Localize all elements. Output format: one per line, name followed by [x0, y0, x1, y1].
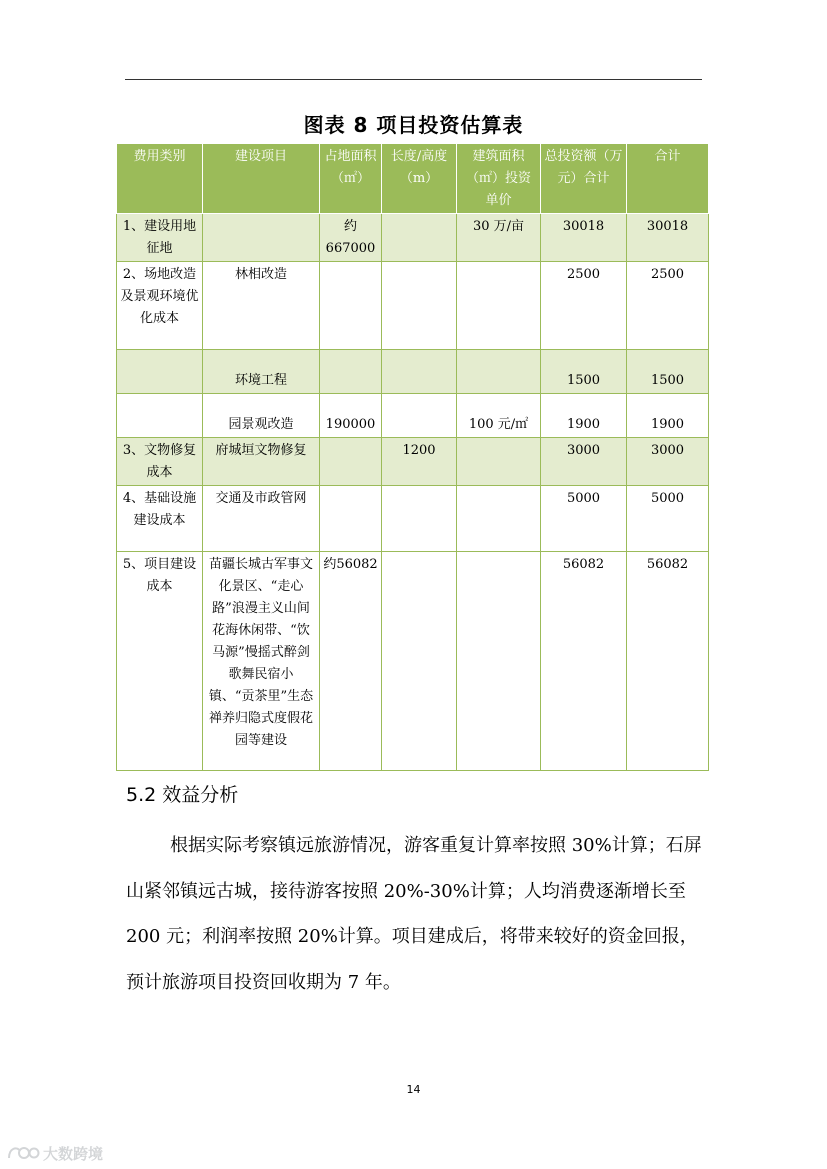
table-cell: [457, 438, 541, 486]
table-cell: [117, 350, 203, 394]
header-cell: 建设项目: [203, 144, 320, 214]
header-cell: 长度/高度（m）: [382, 144, 457, 214]
table-cell: 56082: [541, 552, 627, 771]
table-cell: 3000: [627, 438, 709, 486]
watermark: [6, 1140, 103, 1166]
table-row: [117, 394, 709, 438]
table-cell: 1900: [541, 394, 627, 438]
table-cell: 56082: [627, 552, 709, 771]
watermark-text: 大数跨境: [43, 1144, 104, 1163]
table-caption: 图表 8 项目投资估算表: [303, 113, 524, 137]
table-cell: 约667000: [320, 214, 382, 262]
table-cell: [382, 214, 457, 262]
table-row: [117, 552, 709, 771]
table-cell: 1、建设用地征地: [117, 214, 203, 262]
table-cell: 100 元/㎡: [457, 394, 541, 438]
table-row: [117, 438, 709, 486]
table-cell: [382, 350, 457, 394]
table-cell: 府城垣文物修复: [203, 438, 320, 486]
table-cell: 30018: [541, 214, 627, 262]
header-cell: 占地面积（㎡）: [320, 144, 382, 214]
table-cell: 交通及市政管网: [203, 486, 320, 552]
table-cell: 2500: [541, 262, 627, 350]
header-cell: 建筑面积（㎡）投资单价: [457, 144, 541, 214]
page-number: 14: [406, 1083, 421, 1096]
table-cell: 5000: [541, 486, 627, 552]
header-rule: [125, 79, 702, 80]
table-cell: 5、项目建设成本: [117, 552, 203, 771]
table-cell: 1900: [627, 394, 709, 438]
table-row: [117, 262, 709, 350]
table-cell: 30018: [627, 214, 709, 262]
investment-table: [116, 143, 709, 771]
table-cell: 林相改造: [203, 262, 320, 350]
table-cell: [457, 262, 541, 350]
table-cell: 环境工程: [203, 350, 320, 394]
watermark-logo-icon: [6, 1143, 40, 1163]
table-row: [117, 350, 709, 394]
table-cell: 2、场地改造及景观环境优化成本: [117, 262, 203, 350]
table-cell: 1500: [541, 350, 627, 394]
paragraph-text: 根据实际考察镇远旅游情况，游客重复计算率按照 30%计算；石屏山紧邻镇远古城，接待游客按照 20%-30%计算；人均消费逐渐增长至 200 元；利润率按照 20%计算。项目建成后，将带来较好的资金回报，预计旅游项目投资回收期为 7 年。: [126, 835, 702, 993]
table-cell: 30 万/亩: [457, 214, 541, 262]
table-cell: 1200: [382, 438, 457, 486]
table-cell: [457, 552, 541, 771]
table-row: [117, 214, 709, 262]
table-cell: [382, 552, 457, 771]
table-cell: [320, 262, 382, 350]
table-cell: [117, 394, 203, 438]
table-cell: [382, 394, 457, 438]
table-cell: 190000: [320, 394, 382, 438]
section-title: 5.2 效益分析: [126, 784, 239, 806]
table-cell: [382, 262, 457, 350]
table-cell: 2500: [627, 262, 709, 350]
table-cell: [320, 350, 382, 394]
table-cell: 苗疆长城古军事文化景区、“走心路”浪漫主义山间花海休闲带、“饮马源”慢摇式醉剑歌舞民宿小镇、“贡茶里”生态禅养归隐式度假花园等建设: [203, 552, 320, 771]
table-cell: 1500: [627, 350, 709, 394]
header-cell: 总投资额（万元）合计: [541, 144, 627, 214]
table-cell: [382, 486, 457, 552]
table-cell: 约56082: [320, 552, 382, 771]
table-cell: 3000: [541, 438, 627, 486]
table-cell: [457, 350, 541, 394]
table-cell: [320, 486, 382, 552]
table-cell: [457, 486, 541, 552]
table-row: [117, 486, 709, 552]
table-cell: [320, 438, 382, 486]
header-cell: 费用类别: [117, 144, 203, 214]
table-cell: [203, 214, 320, 262]
table-cell: 园景观改造: [203, 394, 320, 438]
header-cell: 合计: [627, 144, 709, 214]
body-paragraph: [126, 823, 706, 1005]
table-cell: 3、文物修复成本: [117, 438, 203, 486]
table-cell: 4、基础设施建设成本: [117, 486, 203, 552]
table-header-row: [117, 144, 709, 214]
table-cell: 5000: [627, 486, 709, 552]
